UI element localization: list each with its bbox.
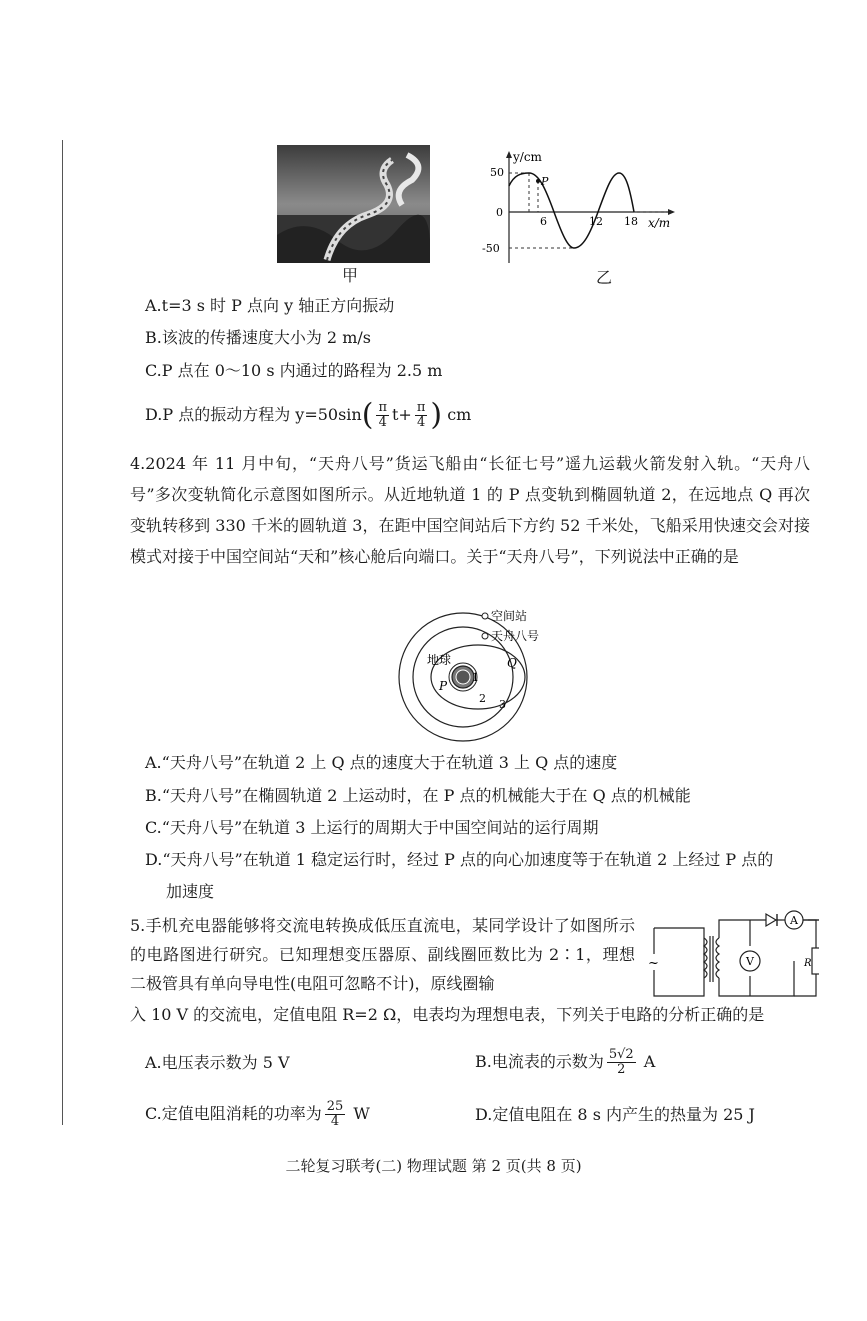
orbit-diagram: [395, 604, 565, 742]
wave-x-tick-18: 18: [624, 215, 638, 228]
wave-curve: [509, 173, 634, 248]
ac-source-symbol: ~: [648, 956, 659, 971]
q3-option-a: A.t=3 s 时 P 点向 y 轴正方向振动: [145, 296, 395, 315]
q3-frac-2: $\frac{\pi}{4}$: [416, 400, 426, 430]
circuit-diagram: [644, 908, 819, 1000]
orbit-1-label: 1: [472, 671, 479, 684]
q5-option-d: D.定值电阻在 8 s 内产生的热量为 25 J: [475, 1105, 755, 1124]
q3-frac-1: $\frac{\pi}{4}$: [378, 400, 387, 430]
orbit-2-label: 2: [479, 692, 486, 705]
q5-option-c: [145, 1096, 370, 1132]
q4-option-c: C.“天舟八号”在轨道 3 上运行的周期大于中国空间站的运行周期: [145, 818, 599, 837]
wave-y-tick-0: 0: [496, 206, 503, 219]
q5-frac-c: $\frac{25}{4}$: [326, 1099, 344, 1129]
q4-option-a: A.“天舟八号”在轨道 2 上 Q 点的速度大于在轨道 3 上 Q 点的速度: [145, 753, 618, 772]
resistor-icon: [812, 948, 819, 974]
voltmeter-label: V: [746, 955, 754, 968]
page-footer: 二轮复习联考(二) 物理试题 第 2 页(共 8 页): [285, 1157, 582, 1175]
wave-x-axis-label: x/m: [648, 216, 671, 230]
diode-icon: [766, 914, 776, 926]
q4-option-d-line1: D.“天舟八号”在轨道 1 稳定运行时，经过 P 点的向心加速度等于在轨道 2 上经过 P 点的: [145, 850, 774, 869]
figure-jia-image: [277, 145, 430, 263]
wave-x-tick-6: 6: [540, 215, 547, 228]
resistor-label: R: [804, 958, 812, 969]
orbit-q-label: Q: [507, 656, 517, 670]
ammeter-label: A: [790, 914, 798, 927]
station-label: 空间站: [491, 609, 528, 623]
craft-label: 天舟八号: [491, 629, 540, 643]
q3-option-d: D.P 点的振动方程为 y=50sin( $\frac{\pi}{4}$ t+ $\frac{\pi}{4}$ ) cm: [145, 397, 472, 433]
q5-option-b-prefix: B.电流表的示数为: [475, 1052, 604, 1071]
earth-label: 地球: [427, 653, 452, 667]
q3-option-d-t: t+: [392, 405, 412, 424]
q3-option-c: C.P 点在 0～10 s 内通过的路程为 2.5 m: [145, 361, 443, 380]
orbit-p-label: P: [439, 679, 448, 693]
wave-graph: [476, 145, 676, 280]
q5-option-c-prefix: C.定值电阻消耗的功率为: [145, 1104, 322, 1123]
q5-option-b-unit: A: [643, 1052, 656, 1071]
q4-option-d-line2: 加速度: [166, 882, 215, 901]
wave-y-axis-label: y/cm: [513, 150, 542, 164]
q3-option-d-unit: cm: [447, 405, 472, 424]
q5-stem: 5.手机充电器能够将交流电转换成低压直流电，某同学设计了如图所示的电路图进行研究。已知理想变压器原、副线圈匝数比为 2∶1，理想二极管具有单向导电性(电阻可忽略不计)，原线圈输: [130, 916, 635, 993]
wave-x-tick-12: 12: [589, 215, 603, 228]
binding-margin-line: [62, 140, 63, 1125]
figure-jia-label: 甲: [342, 266, 359, 285]
orbit-3-label: 3: [499, 698, 506, 711]
q5-option-b: [475, 1044, 655, 1080]
q3-option-d-prefix: D.P 点的振动方程为 y=50sin: [145, 405, 362, 424]
wave-point-p: P: [541, 175, 549, 188]
wave-y-tick-neg50: -50: [482, 242, 500, 255]
q5-stem-end: 入 10 V 的交流电，定值电阻 R=2 Ω，电表均为理想电表，下列关于电路的分析正确的是: [130, 1005, 765, 1024]
q5-option-c-unit: W: [353, 1104, 370, 1123]
q4-option-b: B.“天舟八号”在椭圆轨道 2 上运动时，在 P 点的机械能大于在 Q 点的机械能: [145, 786, 691, 805]
q4-stem: 4.2024 年 11 月中旬，“天舟八号”货运飞船由“长征七号”遥九运载火箭发射入轨。“天舟八号”多次变轨简化示意图如图所示。从近地轨道 1 的 P 点变轨到椭圆轨道 2，在远地点 Q 再次变轨转移到 330 千米的圆轨道 3，在距中国空间站后下方约 52 千米处，飞船采用快速交会对接模式对接于中国空间站“天和”核心舱后向端口。关于“天舟八号”，下列说法中正确的是: [130, 454, 810, 566]
figure-yi-label: 乙: [596, 268, 613, 287]
q5-option-a: A.电压表示数为 5 V: [145, 1053, 290, 1072]
q5-frac-b: $\frac{5√2}{2}$: [608, 1047, 634, 1077]
wave-y-tick-50: 50: [490, 166, 504, 179]
q3-option-b: B.该波的传播速度大小为 2 m/s: [145, 328, 371, 347]
